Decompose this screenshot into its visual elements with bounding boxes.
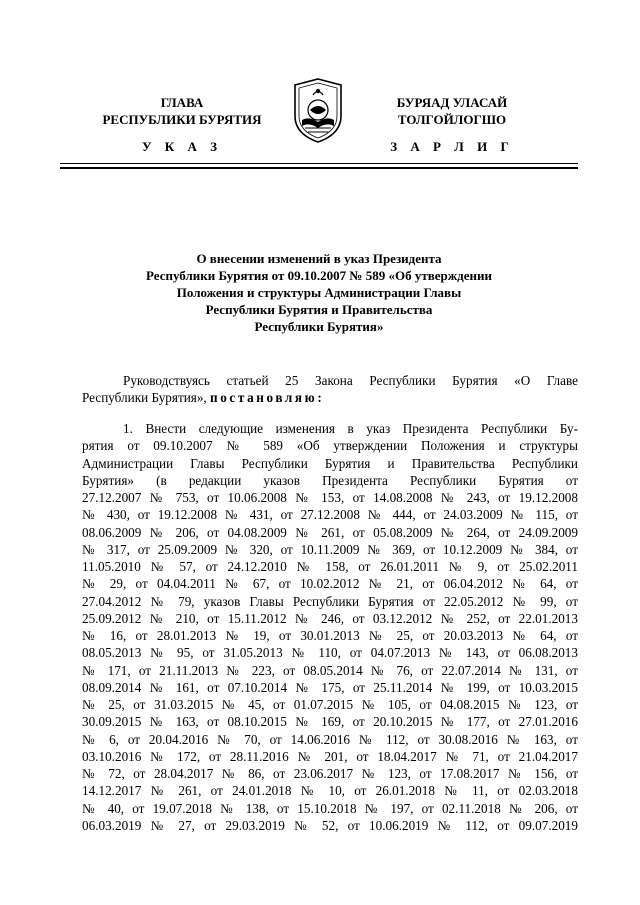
document-title xyxy=(60,250,578,335)
issuer-region-bua: БУРЯАД УЛАСАЙ xyxy=(396,95,508,110)
doc-type-bua: З А Р Л И Г xyxy=(390,139,514,154)
issuer-right-block xyxy=(368,94,536,128)
body-line: Бурятия» (в редакции указов Президента Республики Бурятия от xyxy=(82,472,578,488)
body-line: 14.12.2017 № 261, от 24.01.2018 № 10, от 26.01.2018 № 11, от 02.03.2018 xyxy=(82,783,578,799)
body-line: № 171, от 21.11.2013 № 223, от 08.05.2014 № 76, от 22.07.2014 № 131, от xyxy=(82,662,578,678)
preamble xyxy=(82,372,578,406)
body-line: 08.09.2014 № 161, от 07.10.2014 № 175, от 25.11.2014 № 199, от 10.03.2015 xyxy=(82,679,578,695)
title-line: Республики Бурятия» xyxy=(254,319,384,334)
body-line: № 40, от 19.07.2018 № 138, от 15.10.2018 № 197, от 02.11.2018 № 206, от xyxy=(82,800,578,816)
issuer-title-ru: ГЛАВА xyxy=(160,95,204,110)
issuer-left-block xyxy=(82,94,282,128)
body-line: 03.10.2016 № 172, от 28.11.2016 № 201, от 18.04.2017 № 71, от 21.04.2017 xyxy=(82,748,578,764)
coat-of-arms-icon xyxy=(289,76,347,144)
body-line: № 25, от 31.03.2015 № 45, от 01.07.2015 № 105, от 04.08.2015 № 123, от xyxy=(82,697,578,712)
title-line: Республики Бурятия от 09.10.2007 № 589 «Об утверждении xyxy=(146,268,492,283)
issuer-region-ru: РЕСПУБЛИКИ БУРЯТИЯ xyxy=(102,112,262,127)
paragraph-1 xyxy=(82,420,578,834)
body-line: № 6, от 20.04.2016 № 70, от 14.06.2016 № 112, от 30.08.2016 № 163, от xyxy=(82,731,578,747)
body-line: Администрации Главы Республики Бурятия и Правительства Республики xyxy=(82,455,578,471)
decree-word: постановляю: xyxy=(210,390,325,405)
body-line: 08.05.2013 № 95, от 31.05.2013 № 110, от 04.07.2013 № 143, от 06.08.2013 xyxy=(82,645,578,661)
body-line: № 430, от 19.12.2008 № 431, от 27.12.2008 № 444, от 24.03.2009 № 115, от xyxy=(82,507,578,523)
body-line: 08.06.2009 № 206, от 04.08.2009 № 261, от 05.08.2009 № 264, от 24.09.2009 xyxy=(82,524,578,540)
body-line: 25.09.2012 № 210, от 15.11.2012 № 246, от 03.12.2012 № 252, от 22.01.2013 xyxy=(82,610,578,626)
body-line: № 16, от 28.01.2013 № 19, от 30.01.2013 № 25, от 20.03.2013 № 64, от xyxy=(82,628,578,643)
preamble-line xyxy=(82,389,578,406)
issuer-title-bua: ТОЛГОЙЛОГШО xyxy=(397,112,507,127)
body-line: 27.12.2007 № 753, от 10.06.2008 № 153, от 14.08.2008 № 243, от 19.12.2008 xyxy=(82,490,578,505)
preamble-line: Руководствуясь статьей 25 Закона Республики Бурятия «О Главе xyxy=(123,373,578,388)
body-line: № 317, от 25.09.2009 № 320, от 10.11.2009 № 369, от 10.12.2009 № 384, от xyxy=(82,541,578,557)
body-line: № 72, от 28.04.2017 № 86, от 23.06.2017 № 123, от 17.08.2017 № 156, от xyxy=(82,766,578,781)
body-line: 27.04.2012 № 79, указов Главы Республики Бурятия от 22.05.2012 № 99, от xyxy=(82,593,578,609)
body-line: рятия от 09.10.2007 № 589 «Об утверждении Положения и структуры xyxy=(82,438,578,454)
body-line: 1. Внести следующие изменения в указ Президента Республики Бу- xyxy=(123,421,578,436)
title-line: О внесении изменений в указ Президента xyxy=(196,251,442,266)
header-rule-thick xyxy=(60,167,578,169)
preamble-text: Республики Бурятия», xyxy=(82,390,211,405)
body-line: 06.03.2019 № 27, от 29.03.2019 № 52, от 10.06.2019 № 112, от 09.07.2019 xyxy=(82,817,578,833)
doc-type-ru: У К А З xyxy=(142,139,222,154)
title-line: Республики Бурятия и Правительства xyxy=(205,302,433,317)
body-line: 30.09.2015 № 163, от 08.10.2015 № 169, от 20.10.2015 № 177, от 27.01.2016 xyxy=(82,714,578,730)
header-rule-thin xyxy=(60,163,578,164)
body-line: 11.05.2010 № 57, от 24.12.2010 № 158, от 26.01.2011 № 9, от 25.02.2011 xyxy=(82,559,578,574)
title-line: Положения и структуры Администрации Главы xyxy=(176,285,462,300)
body-line: № 29, от 04.04.2011 № 67, от 10.02.2012 № 21, от 06.04.2012 № 64, от xyxy=(82,576,578,592)
